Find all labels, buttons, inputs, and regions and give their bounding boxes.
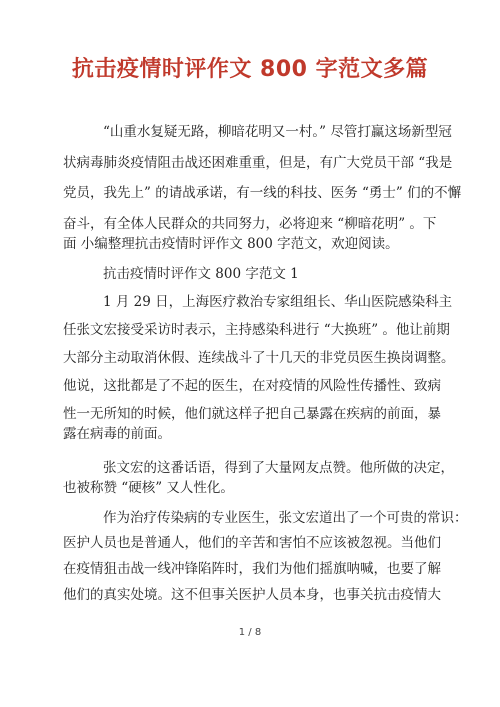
paragraph-line: 奋斗，有全体人民群众的共同努力，必将迎来 “柳暗花明” 。下 [63,216,437,232]
paragraph-line: “山重水复疑无路，柳暗花明又一村。” 尽管打赢这场新型冠 [103,124,452,140]
paragraph-line: 他们的真实处境。这不但事关医护人员本身，也事关抗击疫情大 [63,587,441,603]
paragraph-line: 状病毒肺炎疫情阻击战还困难重重，但是，有广大党员干部 “我是 [63,155,453,171]
section-heading: 抗击疫情时评作文 800 字范文 1 [103,266,299,282]
paragraph-line: 露在病毒的前面。 [63,426,171,442]
paragraph-line: 任张文宏接受采访时表示，主持感染科进行 “大换班” 。他让前期 [63,322,450,338]
page-number: 1 / 8 [238,627,262,638]
document-title: 抗击疫情时评作文 800 字范文多篇 [71,57,429,82]
paragraph-line: 1 月 29 日，上海医疗救治专家组组长、华山医院感染科主 [103,294,453,310]
paragraph-line: 医护人员也是普通人，他们的辛苦和害怕不应该被忽视。当他们 [63,535,441,551]
paragraph-line: 也被称赞 “硬核” 又人性化。 [63,480,234,496]
paragraph-line: 作为治疗传染病的专业医生，张文宏道出了一个可贵的常识： [103,510,468,526]
paragraph-line: 性一无所知的时候，他们就这样子把自己暴露在疾病的前面，暴 [63,406,441,422]
paragraph-line: 大部分主动取消休假、连续战斗了十几天的非党员医生换岗调整。 [63,350,455,366]
paragraph-line: 面 小编整理抗击疫情时评作文 800 字范文，欢迎阅读。 [63,236,399,252]
paragraph-line: 党员，我先上” 的请战承诺，有一线的科技、医务 “勇士” 们的不懈 [63,185,462,201]
paragraph-line: 他说，这批都是了不起的医生，在对疫情的风险性传播性、致病 [63,378,441,394]
paragraph-line: 张文宏的这番话语，得到了大量网友点赞。他所做的决定， [103,460,454,476]
paragraph-line: 在疫情狙击战一线冲锋陷阵时，我们为他们摇旗呐喊，也要了解 [63,561,441,577]
